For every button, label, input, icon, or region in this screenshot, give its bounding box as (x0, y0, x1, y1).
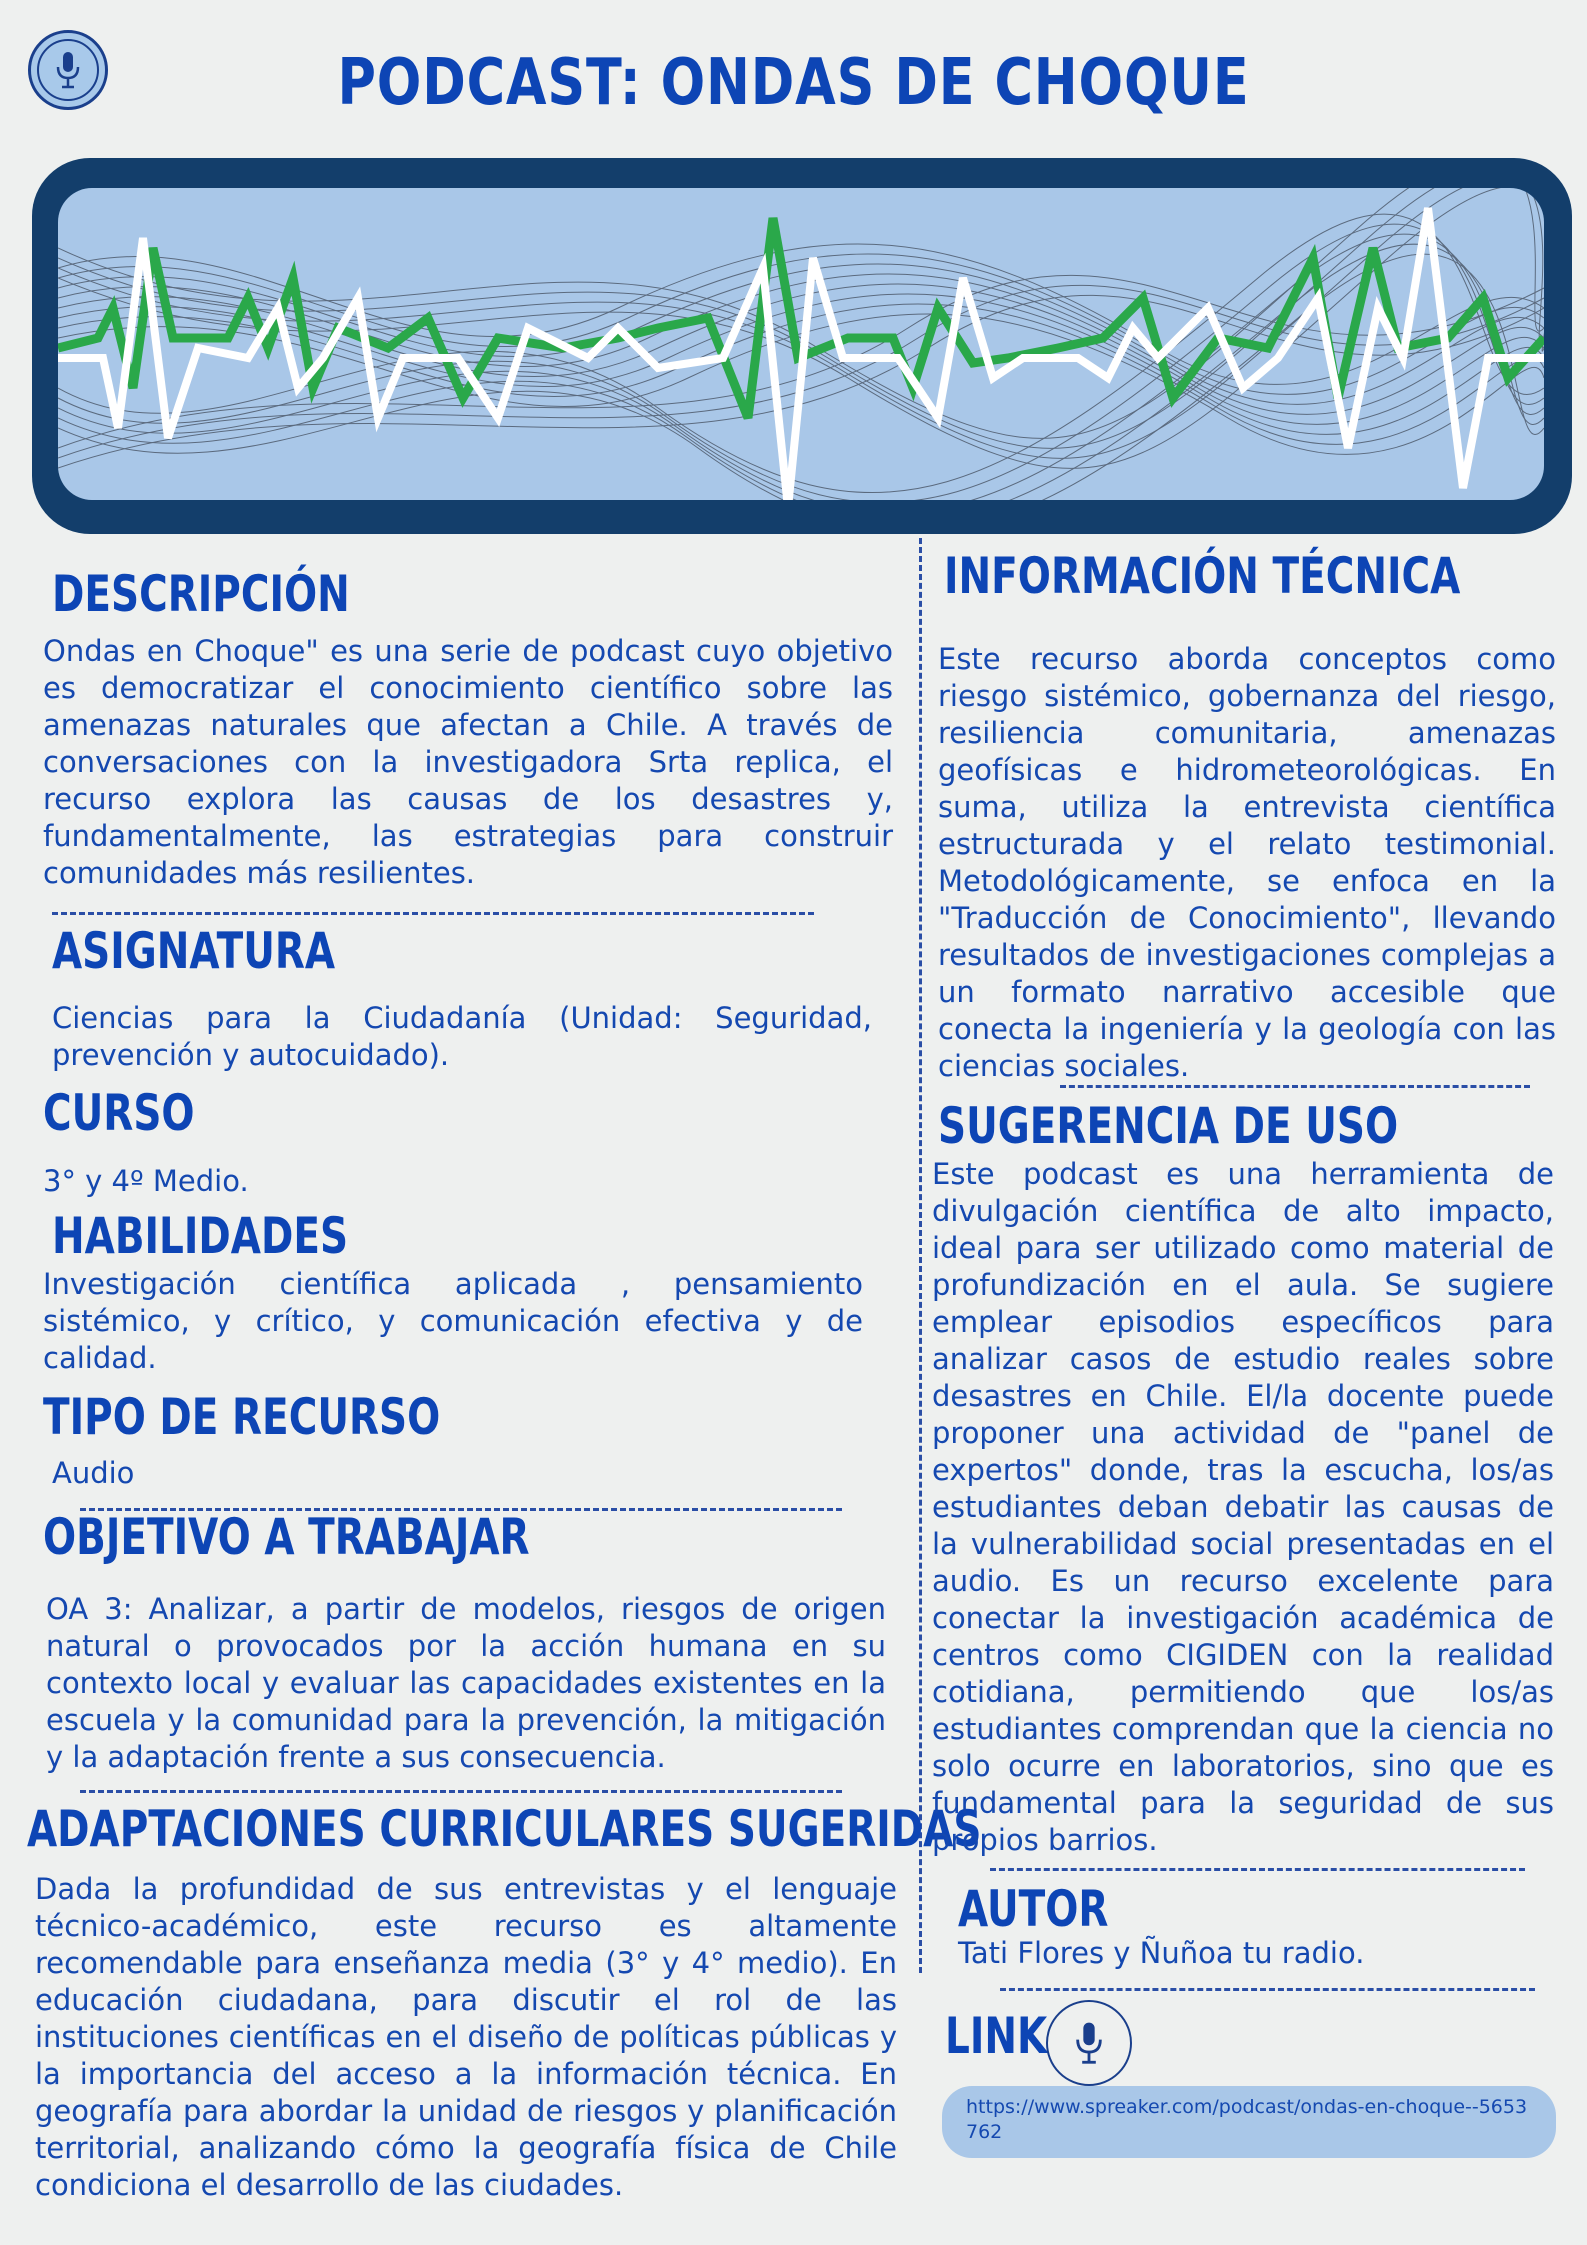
tipo-recurso-heading: TIPO DE RECURSO (43, 1388, 441, 1446)
informacion-tecnica-text: Este recurso aborda conceptos como riesgo sistémico, gobernanza del riesgo, resiliencia comunitaria, amenazas geofísicas e hidrometeorológicas. En suma, utiliza la entrevista científica estructurada y el relato testimonial. Metodológicamente, se enfoca en la "Traducción de Conocimiento", llevando resultados de investigaciones complejas a un formato narrativo accesible que conecta la ingeniería y la geología con las ciencias sociales. (938, 642, 1556, 1083)
sugerencia-text: Este podcast es una herramienta de divulgación científica de alto impacto, ideal para ser utilizado como material de profundización en el aula. Se sugiere emplear episodios específicos para analizar casos de estudio reales sobre desastres en Chile. El/la docente puede proponer una actividad de "panel de expertos" donde, tras la escucha, los/as estudiantes deban debatir las causas de la vulnerabilidad social presentadas en el audio. Es un recurso excelente para conectar la investigación académica de centros como CIGIDEN con la realidad cotidiana, permitiendo que los/as estudiantes comprendan que la ciencia no solo ocurre en laboratorios, sino que es fundamental para la seguridad de sus propios barrios. (932, 1157, 1554, 1857)
objetivo-text: OA 3: Analizar, a partir de modelos, riesgos de origen natural o provocados por la acción humana en su contexto local y evaluar las capacidades existentes en la escuela y la comunidad para la prevención, la mitigación y la adaptación frente a sus consecuencia. (46, 1592, 886, 1774)
sugerencia-heading: SUGERENCIA DE USO (938, 1097, 1399, 1155)
curso-heading: CURSO (43, 1084, 195, 1142)
column-divider (919, 538, 922, 1973)
asignatura-heading: ASIGNATURA (52, 922, 336, 980)
page-title: PODCAST: ONDAS DE CHOQUE (337, 46, 1250, 120)
divider (990, 1868, 1525, 1871)
soundwave-graphic (58, 188, 1544, 500)
objetivo-heading: OBJETIVO A TRABAJAR (43, 1508, 530, 1566)
waveform-banner (32, 158, 1572, 534)
divider (80, 1790, 842, 1793)
tipo-recurso-text: Audio (52, 1456, 135, 1490)
link-heading: LINK (945, 2007, 1048, 2065)
link-logo[interactable] (1046, 2000, 1132, 2086)
microphone-icon (53, 50, 83, 90)
asignatura-text: Ciencias para la Ciudadanía (Unidad: Seguridad, prevención y autocuidado). (52, 1001, 872, 1072)
descripcion-heading: DESCRIPCIÓN (52, 565, 350, 623)
podcast-link[interactable]: https://www.spreaker.com/podcast/ondas-en-choque--5653762 (942, 2086, 1556, 2158)
podcast-logo (28, 30, 108, 110)
habilidades-heading: HABILIDADES (52, 1207, 349, 1265)
habilidades-text: Investigación científica aplicada , pensamiento sistémico, y crítico, y comunicación efectiva y de calidad. (43, 1267, 863, 1375)
curso-text: 3° y 4º Medio. (43, 1164, 249, 1198)
divider (52, 912, 814, 915)
adaptaciones-heading: ADAPTACIONES CURRICULARES SUGERIDAS (27, 1800, 982, 1858)
adaptaciones-text: Dada la profundidad de sus entrevistas y el lenguaje técnico-académico, este recurso es altamente recomendable para enseñanza media (3° y 4° medio). En educación ciudadana, para discutir el rol de las instituciones científicas en el diseño de políticas públicas y la importancia del acceso a la información técnica. En geografía para abordar la unidad de riesgos y planificación territorial, analizando cómo la geografía física de Chile condiciona el desarrollo de las ciudades. (35, 1872, 897, 2202)
autor-text: Tati Flores y Ñuñoa tu radio. (958, 1936, 1365, 1970)
descripcion-text: Ondas en Choque" es una serie de podcast cuyo objetivo es democratizar el conocimiento científico sobre las amenazas naturales que afectan a Chile. A través de conversaciones con la investigadora Srta replica, el recurso explora las causas de los desastres y, fundamentalmente, las estrategias para construir comunidades más resilientes. (43, 634, 893, 890)
informacion-tecnica-heading: INFORMACIÓN TÉCNICA (944, 547, 1461, 605)
autor-heading: AUTOR (958, 1880, 1109, 1938)
microphone-icon (1072, 2020, 1106, 2066)
divider (1000, 1988, 1535, 1991)
white-pulse-line (58, 208, 1544, 500)
divider (1060, 1085, 1530, 1088)
